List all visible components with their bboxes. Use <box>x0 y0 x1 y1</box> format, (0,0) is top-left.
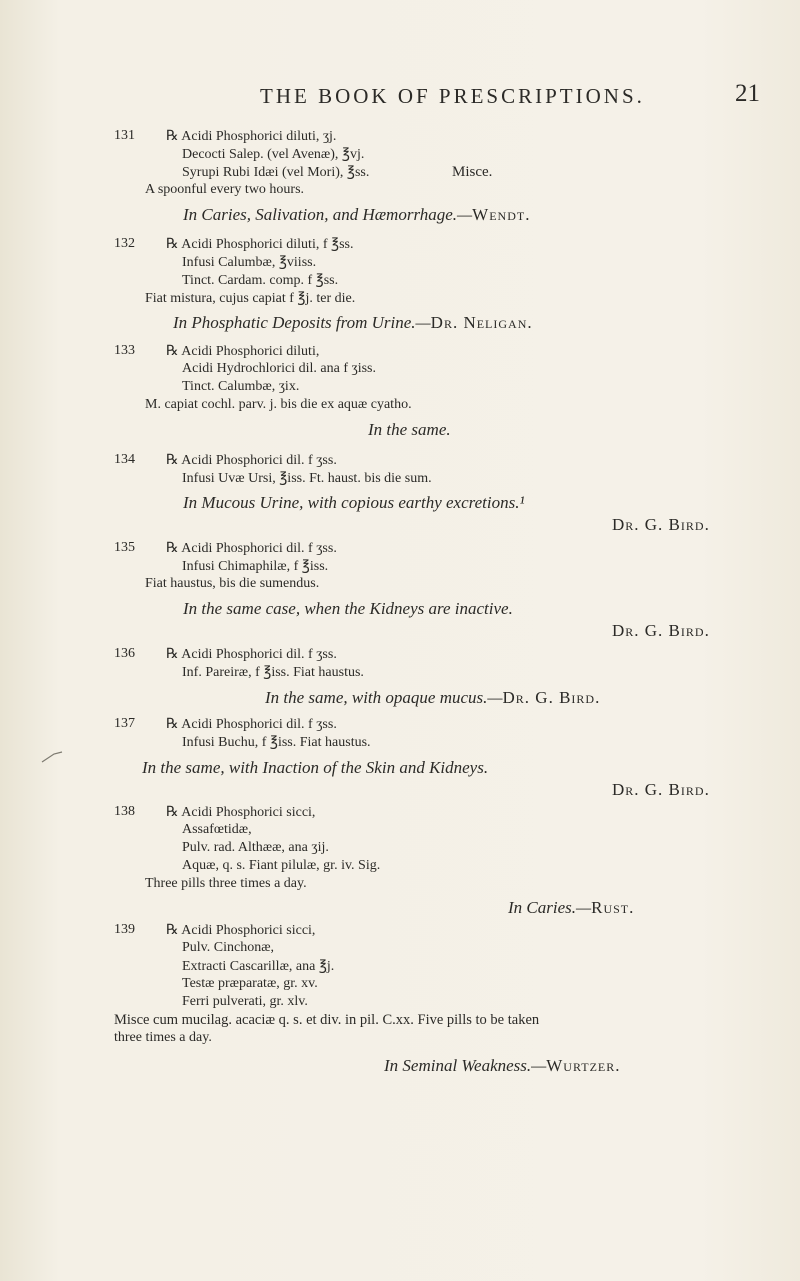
recipe-line: Pulv. Cinchonæ, <box>182 940 275 955</box>
misce-label: Misce. <box>452 164 493 180</box>
recipe-line: ℞ Acidi Phosphorici diluti, <box>166 344 320 359</box>
page-number: 21 <box>735 80 760 107</box>
citation: In Phosphatic Deposits from Urine.—Dr. Neligan. <box>173 313 533 332</box>
entry-number: 137 <box>114 716 135 731</box>
recipe-line: ℞ Acidi Phosphorici dil. f ʒss. <box>166 717 337 732</box>
recipe-line: Assafœtidæ, <box>182 822 252 837</box>
recipe-line: Acidi Hydrochlorici dil. ana f ʒiss. <box>182 361 377 376</box>
recipe-line: Testæ præparatæ, gr. xv. <box>182 976 318 991</box>
recipe-line: Infusi Chimaphilæ, f ℥iss. <box>182 559 329 574</box>
citation: In the same, with Inaction of the Skin and Kidneys. <box>142 758 489 777</box>
entry-number: 136 <box>114 646 135 661</box>
author: Dr. G. Bird. <box>502 688 601 707</box>
recipe-line: Tinct. Cardam. comp. f ℥ss. <box>182 273 339 288</box>
author: Rust. <box>591 898 635 917</box>
recipe-line: Pulv. rad. Althææ, ana ʒij. <box>182 840 329 855</box>
recipe-line: ℞ Acidi Phosphorici dil. f ʒss. <box>166 541 337 556</box>
author: Wurtzer. <box>546 1056 621 1075</box>
entry-number: 133 <box>114 343 135 358</box>
entry-number: 139 <box>114 922 135 937</box>
citation: In the same. <box>368 420 451 439</box>
citation: In Caries.—Rust. <box>508 898 635 917</box>
recipe-line: Infusi Calumbæ, ℥viiss. <box>182 255 317 270</box>
author: Wendt. <box>472 205 531 224</box>
recipe-line: ℞ Acidi Phosphorici dil. f ʒss. <box>166 647 337 662</box>
directions: three times a day. <box>114 1030 212 1045</box>
entry-number: 132 <box>114 236 135 251</box>
recipe-line: ℞ Acidi Phosphorici sicci, <box>166 805 316 820</box>
recipe-line: Tinct. Calumbæ, ʒix. <box>182 379 300 394</box>
directions: A spoonful every two hours. <box>145 182 305 197</box>
recipe-line: Inf. Pareiræ, f ℥iss. Fiat haustus. <box>182 665 364 680</box>
citation: In Seminal Weakness.—Wurtzer. <box>384 1056 621 1075</box>
margin-pencil-mark <box>40 750 64 764</box>
author: Dr. G. Bird. <box>612 780 710 799</box>
recipe-line: Decocti Salep. (vel Avenæ), ℥vj. <box>182 147 365 162</box>
recipe-line: Syrupi Rubi Idæi (vel Mori), ℥ss. <box>182 165 370 180</box>
author: Dr. G. Bird. <box>612 515 710 534</box>
citation: In the same, with opaque mucus.—Dr. G. Bird. <box>265 688 601 707</box>
recipe-line: Infusi Buchu, f ℥iss. Fiat haustus. <box>182 735 371 750</box>
author: Dr. G. Bird. <box>612 621 710 640</box>
entry-number: 134 <box>114 452 135 467</box>
directions: Fiat haustus, bis die sumendus. <box>145 576 320 591</box>
entry-number: 138 <box>114 804 135 819</box>
citation: In the same case, when the Kidneys are inactive. <box>183 599 513 618</box>
running-header <box>200 80 780 120</box>
directions: Three pills three times a day. <box>145 876 307 891</box>
recipe-line: Aquæ, q. s. Fiant pilulæ, gr. iv. Sig. <box>182 858 381 873</box>
directions: M. capiat cochl. parv. j. bis die ex aquæ cyatho. <box>145 397 412 412</box>
directions: Misce cum mucilag. acaciæ q. s. et div. in pil. C.xx. Five pills to be taken <box>114 1012 540 1028</box>
recipe-line: ℞ Acidi Phosphorici diluti, ʒj. <box>166 129 337 144</box>
recipe-line: ℞ Acidi Phosphorici sicci, <box>166 923 316 938</box>
running-title: THE BOOK OF PRESCRIPTIONS. <box>260 84 645 108</box>
citation: In Caries, Salivation, and Hæmorrhage.—Wendt. <box>183 205 531 224</box>
recipe-line: Extracti Cascarillæ, ana ℥j. <box>182 959 335 974</box>
entry-number: 135 <box>114 540 135 555</box>
recipe-line: ℞ Acidi Phosphorici diluti, f ℥ss. <box>166 237 354 252</box>
entry-number: 131 <box>114 128 135 143</box>
recipe-line: Infusi Uvæ Ursi, ℥iss. Ft. haust. bis die sum. <box>182 471 432 486</box>
recipe-line: Ferri pulverati, gr. xlv. <box>182 994 308 1009</box>
citation: In Mucous Urine, with copious earthy excretions.¹ <box>183 493 525 512</box>
recipe-line: ℞ Acidi Phosphorici dil. f ʒss. <box>166 453 337 468</box>
author: Dr. Neligan. <box>430 313 533 332</box>
directions: Fiat mistura, cujus capiat f ℥j. ter die. <box>145 291 356 306</box>
